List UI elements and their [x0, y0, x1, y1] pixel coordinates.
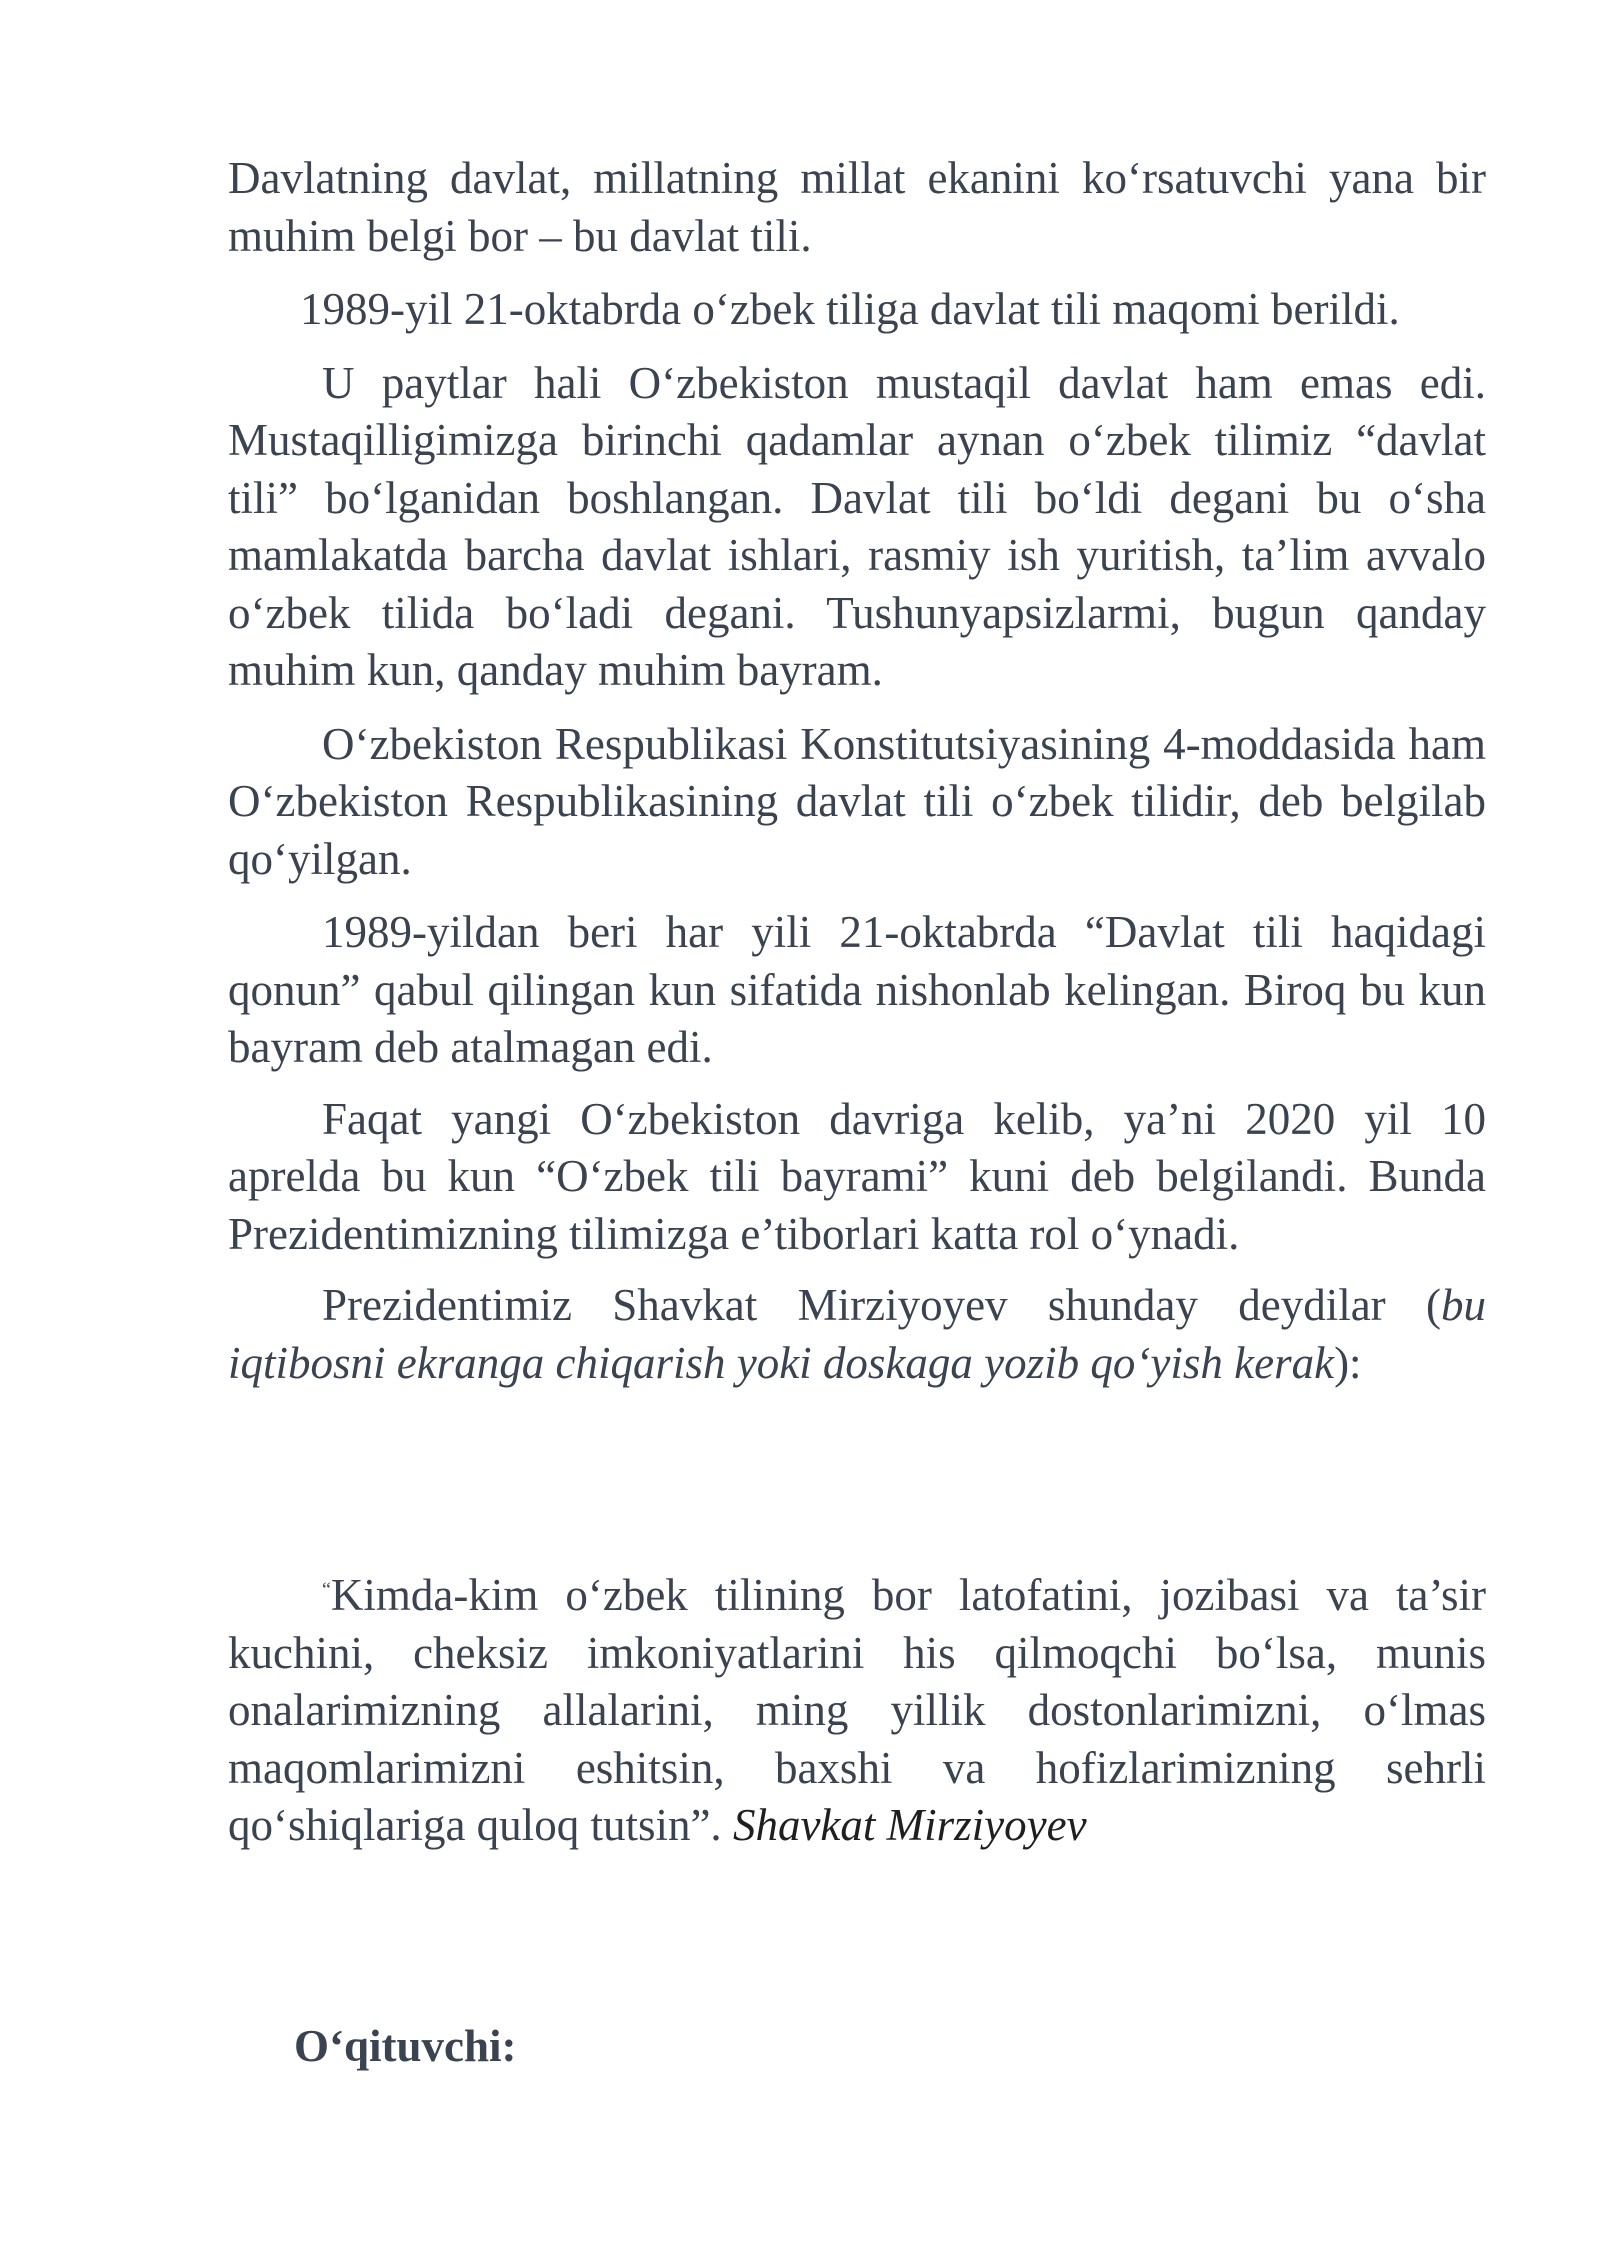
- quote-open-mark: “: [322, 1579, 331, 1601]
- quote-text: Kimda-kim o‘zbek tilining bor latofatini, jozibasi va ta’sir kuchini, cheksiz imkoniyatlarini his qilmoqchi bo‘lsa, munis onalarimizning allalarini, ming yillik dostonlarimizni, o‘lmas maqomlarimizni eshitsin, baxshi va hofizlarimizning sehrli qo‘shiqlariga quloq tutsin”.: [228, 1570, 1486, 1850]
- president-quote: [228, 1562, 1486, 1855]
- paragraph-president-intro: [228, 1277, 1486, 1392]
- paragraph-independence: U paytlar hali O‘zbekiston mustaqil davlat ham emas edi. Mustaqilligimizga birinchi qadamlar aynan o‘zbek tilimiz “davlat tili” bo‘lganidan boshlangan. Davlat tili bo‘ldi degani bu o‘sha mamlakatda barcha davlat ishlari, rasmiy ish yuritish, ta’lim avvalo o‘zbek tilida bo‘ladi degani. Tushunyapsizlarmi, bugun qanday muhim kun, qanday muhim bayram.: [228, 357, 1486, 695]
- paragraph-constitution: O‘zbekiston Respublikasi Konstitutsiyasining 4-moddasida ham O‘zbekiston Respublikasining davlat tili o‘zbek tilidir, deb belgilab qo‘yilgan.: [228, 718, 1486, 884]
- teacher-label: O‘qituvchi:: [294, 2021, 517, 2071]
- paragraph-holiday: Faqat yangi O‘zbekiston davriga kelib, ya’ni 2020 yil 10 aprelda bu kun “O‘zbek tili bayrami” kuni deb belgilandi. Bunda Prezidentimizning tilimizga e’tiborlari katta rol o‘ynadi.: [228, 1093, 1486, 1259]
- document-body: [228, 150, 1486, 1855]
- paragraph-intro: Davlatning davlat, millatning millat ekanini ko‘rsatuvchi yana bir muhim belgi bor – bu davlat tili.: [228, 153, 1486, 261]
- president-intro-end: ):: [1334, 1337, 1362, 1388]
- president-intro-note: bu iqtibosni ekranga chiqarish yoki doskaga yozib qo‘yish kerak: [228, 1280, 1486, 1388]
- president-intro-text: Prezidentimiz Shavkat Mirziyoyev shunday deydilar (: [322, 1280, 1441, 1330]
- quote-author: Shavkat Mirziyoyev: [732, 1800, 1087, 1850]
- paragraph-law-history: 1989-yildan beri har yili 21-oktabrda “Davlat tili haqidagi qonun” qabul qilingan kun sifatida nishonlab kelingan. Biroq bu kun bayram deb atalmagan edi.: [228, 907, 1486, 1072]
- paragraph-status-date: 1989-yil 21-oktabrda o‘zbek tiliga davlat tili maqomi berildi.: [300, 284, 1400, 334]
